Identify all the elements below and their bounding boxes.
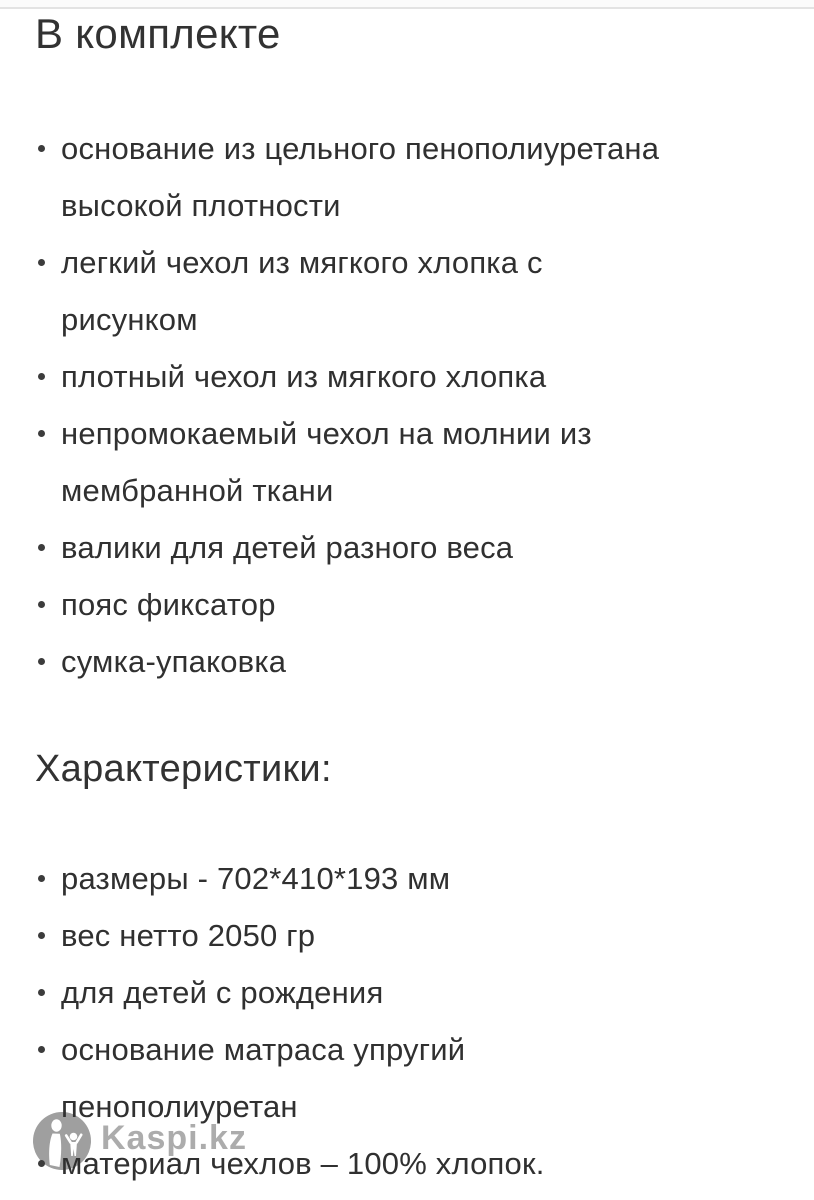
list-item-text: плотный чехол из мягкого хлопка xyxy=(61,359,547,394)
section-title-characteristics: Характеристики: xyxy=(35,748,332,790)
included-items-list xyxy=(35,120,794,690)
bullet-icon xyxy=(38,430,45,437)
list-item xyxy=(35,576,794,633)
bullet-icon xyxy=(38,601,45,608)
list-item xyxy=(35,907,794,964)
bullet-icon xyxy=(38,145,45,152)
bullet-icon xyxy=(38,875,45,882)
list-item xyxy=(35,120,794,234)
list-item xyxy=(35,1021,794,1135)
list-item xyxy=(35,405,794,519)
bullet-icon xyxy=(38,989,45,996)
list-item-text: пояс фиксатор xyxy=(61,587,276,622)
kaspi-watermark-label: Kaspi.kz xyxy=(101,1118,247,1157)
list-item xyxy=(35,633,794,690)
list-item xyxy=(35,348,794,405)
list-item xyxy=(35,964,794,1021)
list-item-text: вес нетто 2050 гр xyxy=(61,918,316,953)
list-item-text: сумка-упаковка xyxy=(61,644,287,679)
characteristics-list xyxy=(35,850,794,1192)
list-item-text: валики для детей разного веса xyxy=(61,530,514,565)
list-item-text: для детей с рождения xyxy=(61,975,384,1010)
bullet-icon xyxy=(38,544,45,551)
bullet-icon xyxy=(38,658,45,665)
list-item-text: легкий чехол из мягкого хлопка с рисунком xyxy=(61,245,543,337)
bullet-icon xyxy=(38,373,45,380)
section-title-included: В комплекте xyxy=(35,10,281,57)
list-item-text: основание из цельного пенополиуретана высокой плотности xyxy=(61,131,660,223)
list-item xyxy=(35,234,794,348)
list-item xyxy=(35,850,794,907)
list-item-text: непромокаемый чехол на молнии из мембранной ткани xyxy=(61,416,592,508)
list-item xyxy=(35,519,794,576)
list-item xyxy=(35,1135,794,1192)
bullet-icon xyxy=(38,1160,45,1167)
list-item-text: материал чехлов – 100% хлопок. xyxy=(61,1146,545,1181)
bullet-icon xyxy=(38,932,45,939)
list-item-text: основание матраса упругий пенополиуретан xyxy=(61,1032,466,1124)
list-item-text: размеры - 702*410*193 мм xyxy=(61,861,451,896)
bullet-icon xyxy=(38,259,45,266)
bullet-icon xyxy=(38,1046,45,1053)
